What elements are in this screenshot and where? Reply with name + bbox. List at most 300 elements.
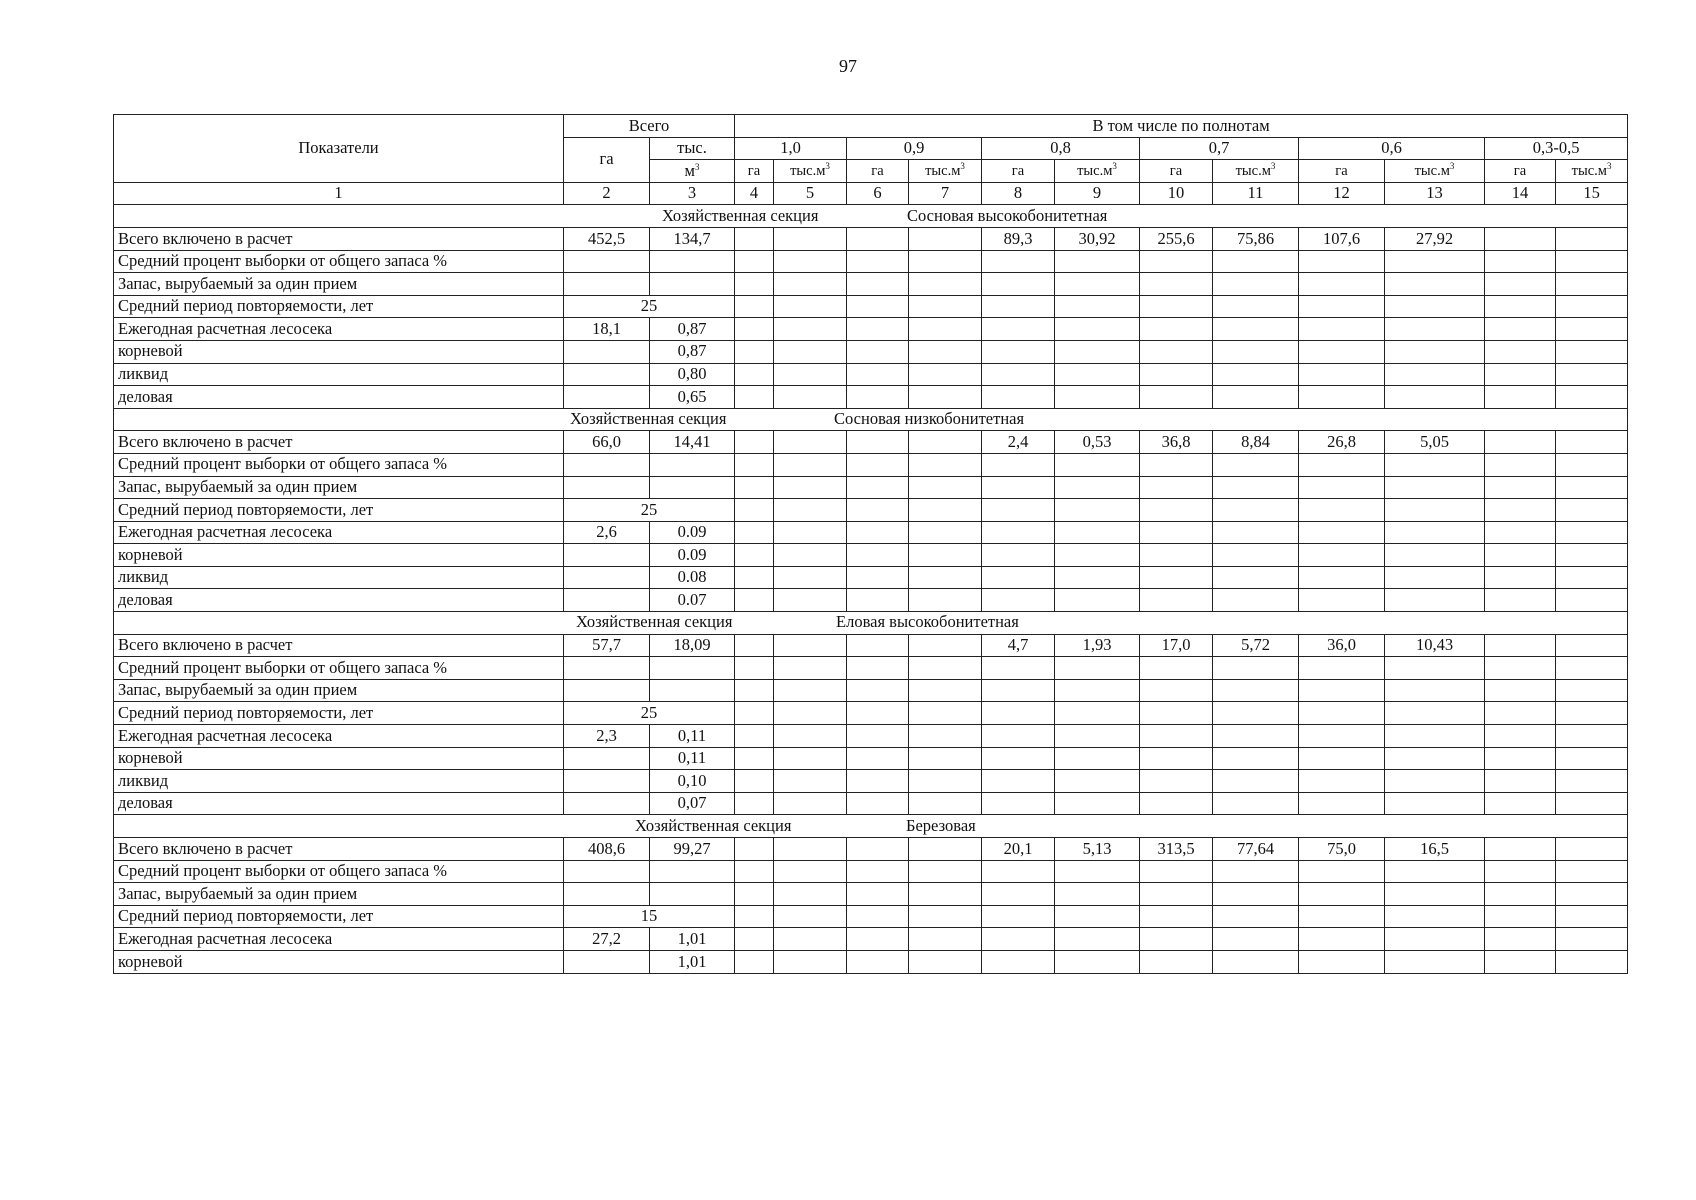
density-cell (1556, 340, 1628, 363)
table-row (114, 792, 1628, 815)
density-cell (1299, 860, 1385, 883)
density-cell (735, 340, 774, 363)
density-cell (1485, 747, 1556, 770)
density-cell (735, 838, 774, 861)
total-volume-cell: 1,01 (650, 950, 735, 973)
density-cell (774, 295, 847, 318)
density-cell (1213, 499, 1299, 522)
row-label: ликвид (114, 770, 564, 793)
density-cell (1385, 928, 1485, 951)
row-label: Ежегодная расчетная лесосека (114, 725, 564, 748)
density-cell: 107,6 (1299, 227, 1385, 250)
table-row (114, 295, 1628, 318)
density-cell (847, 883, 909, 906)
density-cell (1055, 453, 1140, 476)
density-cell (774, 883, 847, 906)
header-unit-ha: га (735, 160, 774, 183)
table-row (114, 250, 1628, 273)
density-cell (982, 702, 1055, 725)
density-cell (1385, 476, 1485, 499)
density-cell (1140, 499, 1213, 522)
density-cell (1213, 544, 1299, 567)
density-cell (1556, 702, 1628, 725)
density-cell (1299, 386, 1385, 409)
density-cell (1485, 499, 1556, 522)
total-ha-cell: 452,5 (564, 227, 650, 250)
density-cell (909, 747, 982, 770)
density-cell (1213, 950, 1299, 973)
density-cell (1385, 770, 1485, 793)
column-number: 12 (1299, 182, 1385, 205)
header-unit-ha: га (982, 160, 1055, 183)
density-cell (847, 679, 909, 702)
row-label: Запас, вырубаемый за один прием (114, 273, 564, 296)
density-cell (774, 657, 847, 680)
density-cell (735, 747, 774, 770)
density-cell: 16,5 (1385, 838, 1485, 861)
density-cell (1299, 476, 1385, 499)
header-unit-thous-m3: $тыс.м^3$ (774, 160, 847, 183)
density-cell (1485, 453, 1556, 476)
section-label: Хозяйственная секция (576, 612, 733, 632)
density-cell (982, 725, 1055, 748)
density-cell (1140, 273, 1213, 296)
table-row (114, 227, 1628, 250)
row-label: Средний процент выборки от общего запаса % (114, 250, 564, 273)
density-cell (1556, 386, 1628, 409)
density-cell (847, 476, 909, 499)
total-ha-cell (564, 340, 650, 363)
allowable-cut-table (113, 114, 1628, 974)
density-cell (1213, 589, 1299, 612)
density-cell (1213, 928, 1299, 951)
header-density-3: 0,8 (982, 137, 1140, 160)
density-cell (1213, 250, 1299, 273)
density-cell (1213, 747, 1299, 770)
density-cell (1055, 679, 1140, 702)
table-row (114, 340, 1628, 363)
row-label: деловая (114, 589, 564, 612)
density-cell: 17,0 (1140, 634, 1213, 657)
total-merged-cell: 25 (564, 499, 735, 522)
row-label: Запас, вырубаемый за один прием (114, 476, 564, 499)
total-volume-cell: 0.08 (650, 566, 735, 589)
density-cell (1299, 273, 1385, 296)
table-row (114, 905, 1628, 928)
density-cell (735, 318, 774, 341)
density-cell (1213, 295, 1299, 318)
density-cell (1385, 950, 1485, 973)
column-number: 2 (564, 182, 650, 205)
density-cell (1055, 476, 1140, 499)
density-cell (1055, 725, 1140, 748)
density-cell (735, 860, 774, 883)
density-cell (735, 521, 774, 544)
density-cell (1556, 363, 1628, 386)
density-cell (909, 770, 982, 793)
density-cell (909, 792, 982, 815)
density-cell (1385, 340, 1485, 363)
density-cell (1299, 544, 1385, 567)
density-cell (1485, 273, 1556, 296)
density-cell (1140, 725, 1213, 748)
density-cell: 26,8 (1299, 431, 1385, 454)
density-cell: 36,0 (1299, 634, 1385, 657)
density-cell (1556, 725, 1628, 748)
section-header (114, 815, 1628, 838)
row-label: деловая (114, 386, 564, 409)
density-cell (774, 838, 847, 861)
density-cell (1385, 702, 1485, 725)
density-cell (735, 453, 774, 476)
density-cell (1213, 453, 1299, 476)
row-label: Средний процент выборки от общего запаса % (114, 860, 564, 883)
table-row (114, 476, 1628, 499)
density-cell (847, 860, 909, 883)
density-cell (909, 340, 982, 363)
density-cell (1385, 679, 1485, 702)
density-cell (735, 950, 774, 973)
row-label: Всего включено в расчет (114, 838, 564, 861)
total-merged-cell: 25 (564, 295, 735, 318)
density-cell (1485, 792, 1556, 815)
header-unit-ha: га (1140, 160, 1213, 183)
section-header-row (114, 205, 1628, 228)
density-cell (1385, 250, 1485, 273)
density-cell (1299, 883, 1385, 906)
density-cell (1140, 250, 1213, 273)
total-volume-cell: 0,65 (650, 386, 735, 409)
density-cell (909, 679, 982, 702)
total-ha-cell (564, 747, 650, 770)
density-cell (1213, 860, 1299, 883)
density-cell (1140, 950, 1213, 973)
header-density-4: 0,7 (1140, 137, 1299, 160)
density-cell (1556, 679, 1628, 702)
density-cell (847, 770, 909, 793)
density-cell (1556, 905, 1628, 928)
density-cell (1055, 860, 1140, 883)
total-ha-cell: 2,3 (564, 725, 650, 748)
density-cell (982, 363, 1055, 386)
density-cell (1055, 702, 1140, 725)
density-cell (847, 702, 909, 725)
column-number: 4 (735, 182, 774, 205)
density-cell (909, 634, 982, 657)
density-cell (982, 386, 1055, 409)
density-cell (735, 725, 774, 748)
column-number: 15 (1556, 182, 1628, 205)
density-cell (1485, 838, 1556, 861)
density-cell (909, 838, 982, 861)
density-cell: 2,4 (982, 431, 1055, 454)
header-by-density: В том числе по полнотам (735, 115, 1628, 138)
density-cell (774, 950, 847, 973)
column-number: 3 (650, 182, 735, 205)
density-cell (982, 476, 1055, 499)
density-cell (1385, 499, 1485, 522)
density-cell (982, 657, 1055, 680)
density-cell (1213, 725, 1299, 748)
column-number: 13 (1385, 182, 1485, 205)
density-cell (1299, 792, 1385, 815)
density-cell (909, 250, 982, 273)
density-cell (1140, 860, 1213, 883)
density-cell (982, 950, 1055, 973)
row-label: Запас, вырубаемый за один прием (114, 679, 564, 702)
density-cell (1385, 453, 1485, 476)
page-number: 97 (839, 56, 857, 76)
density-cell (1485, 860, 1556, 883)
density-cell (1140, 476, 1213, 499)
density-cell (774, 544, 847, 567)
total-volume-cell: 0,11 (650, 725, 735, 748)
density-cell (1385, 566, 1485, 589)
total-volume-cell: 134,7 (650, 227, 735, 250)
section-header-row (114, 408, 1628, 431)
column-number: 1 (114, 182, 564, 205)
row-label: деловая (114, 792, 564, 815)
density-cell: 89,3 (982, 227, 1055, 250)
table-row (114, 883, 1628, 906)
density-cell (1485, 950, 1556, 973)
density-cell (1485, 905, 1556, 928)
density-cell (1299, 499, 1385, 522)
density-cell (1299, 770, 1385, 793)
density-cell (1213, 273, 1299, 296)
density-cell (982, 544, 1055, 567)
section-header-row (114, 612, 1628, 635)
density-cell (1055, 273, 1140, 296)
density-cell (1055, 250, 1140, 273)
total-ha-cell (564, 273, 650, 296)
density-cell (1556, 950, 1628, 973)
density-cell (1213, 657, 1299, 680)
density-cell (1485, 589, 1556, 612)
density-cell (1055, 318, 1140, 341)
table-row (114, 273, 1628, 296)
density-cell (774, 453, 847, 476)
density-cell: 313,5 (1140, 838, 1213, 861)
density-cell (774, 340, 847, 363)
density-cell: 5,13 (1055, 838, 1140, 861)
density-cell (1299, 295, 1385, 318)
density-cell (1140, 363, 1213, 386)
density-cell (847, 363, 909, 386)
density-cell (1140, 295, 1213, 318)
density-cell (735, 273, 774, 296)
density-cell (1299, 566, 1385, 589)
density-cell: 27,92 (1385, 227, 1485, 250)
density-cell (1299, 657, 1385, 680)
table-row (114, 747, 1628, 770)
density-cell: 4,7 (982, 634, 1055, 657)
header-total-thous: тыс. (650, 137, 735, 160)
density-cell (1140, 792, 1213, 815)
density-cell (1140, 521, 1213, 544)
density-cell (1140, 566, 1213, 589)
density-cell (909, 566, 982, 589)
row-label: корневой (114, 544, 564, 567)
total-volume-cell: 1,01 (650, 928, 735, 951)
density-cell (735, 544, 774, 567)
density-cell (1485, 340, 1556, 363)
row-label: Ежегодная расчетная лесосека (114, 318, 564, 341)
density-cell (735, 363, 774, 386)
density-cell (1213, 905, 1299, 928)
density-cell (1213, 792, 1299, 815)
density-cell (909, 860, 982, 883)
density-cell: 5,72 (1213, 634, 1299, 657)
table-row (114, 634, 1628, 657)
density-cell (847, 544, 909, 567)
column-number: 5 (774, 182, 847, 205)
header-density-1: 1,0 (735, 137, 847, 160)
density-cell (909, 318, 982, 341)
table-row (114, 838, 1628, 861)
density-cell (1140, 905, 1213, 928)
density-cell (774, 318, 847, 341)
total-volume-cell: 0.09 (650, 521, 735, 544)
header-unit-thous-m3: $тыс.м^3$ (1213, 160, 1299, 183)
density-cell (735, 476, 774, 499)
density-cell (1140, 883, 1213, 906)
density-cell (1485, 521, 1556, 544)
section-header (114, 205, 1628, 228)
total-ha-cell: 2,6 (564, 521, 650, 544)
density-cell (735, 499, 774, 522)
density-cell (1385, 905, 1485, 928)
total-ha-cell (564, 657, 650, 680)
total-volume-cell: 18,09 (650, 634, 735, 657)
density-cell (1385, 295, 1485, 318)
total-ha-cell (564, 476, 650, 499)
density-cell (1485, 702, 1556, 725)
density-cell (735, 295, 774, 318)
density-cell (1213, 340, 1299, 363)
density-cell (1556, 431, 1628, 454)
total-ha-cell (564, 250, 650, 273)
density-cell (1140, 747, 1213, 770)
density-cell (909, 657, 982, 680)
density-cell (774, 589, 847, 612)
density-cell (1055, 340, 1140, 363)
density-cell (1213, 679, 1299, 702)
header-unit-thous-m3: $тыс.м^3$ (1556, 160, 1628, 183)
total-volume-cell: 14,41 (650, 431, 735, 454)
density-cell (735, 657, 774, 680)
density-cell (1556, 273, 1628, 296)
section-label: Хозяйственная секция (570, 409, 727, 429)
density-cell (1556, 250, 1628, 273)
row-label: Ежегодная расчетная лесосека (114, 928, 564, 951)
density-cell (774, 928, 847, 951)
density-cell (1055, 386, 1140, 409)
density-cell: 77,64 (1213, 838, 1299, 861)
density-cell (847, 566, 909, 589)
total-ha-cell (564, 860, 650, 883)
table-row (114, 544, 1628, 567)
density-cell (735, 883, 774, 906)
header-unit-thous-m3: $тыс.м^3$ (1055, 160, 1140, 183)
density-cell (1055, 544, 1140, 567)
density-cell (847, 905, 909, 928)
density-cell (1385, 318, 1485, 341)
density-cell (909, 386, 982, 409)
density-cell (909, 521, 982, 544)
total-volume-cell (650, 679, 735, 702)
density-cell (735, 928, 774, 951)
total-volume-cell: 0,11 (650, 747, 735, 770)
table-row (114, 725, 1628, 748)
density-cell (847, 657, 909, 680)
density-cell (1556, 227, 1628, 250)
density-cell: 75,0 (1299, 838, 1385, 861)
table-row (114, 521, 1628, 544)
density-cell (1140, 702, 1213, 725)
density-cell (909, 702, 982, 725)
density-cell (982, 566, 1055, 589)
density-cell (909, 227, 982, 250)
density-cell (1385, 521, 1485, 544)
table-row (114, 386, 1628, 409)
density-cell (982, 521, 1055, 544)
total-ha-cell (564, 883, 650, 906)
section-name: Сосновая низкобонитетная (834, 409, 1025, 429)
density-cell (1556, 453, 1628, 476)
column-number: 8 (982, 182, 1055, 205)
density-cell (1140, 928, 1213, 951)
density-cell (1556, 589, 1628, 612)
header-unit-ha: га (1485, 160, 1556, 183)
header-total: Всего (564, 115, 735, 138)
density-cell (982, 905, 1055, 928)
density-cell (1556, 838, 1628, 861)
density-cell (735, 589, 774, 612)
density-cell (1299, 725, 1385, 748)
density-cell (1485, 386, 1556, 409)
density-cell (1055, 657, 1140, 680)
density-cell (774, 679, 847, 702)
section-name: Сосновая высокобонитетная (907, 205, 1108, 225)
density-cell (982, 792, 1055, 815)
section-name: Березовая (906, 815, 976, 835)
density-cell (1556, 566, 1628, 589)
density-cell (735, 634, 774, 657)
section-label: Хозяйственная секция (662, 205, 819, 225)
density-cell (1556, 476, 1628, 499)
density-cell (1485, 476, 1556, 499)
density-cell (1213, 702, 1299, 725)
density-cell (909, 273, 982, 296)
density-cell (774, 725, 847, 748)
density-cell (1485, 725, 1556, 748)
table-row (114, 657, 1628, 680)
row-label: корневой (114, 950, 564, 973)
density-cell (1556, 544, 1628, 567)
total-ha-cell (564, 770, 650, 793)
row-label: корневой (114, 340, 564, 363)
density-cell (982, 770, 1055, 793)
density-cell (1485, 566, 1556, 589)
total-ha-cell: 66,0 (564, 431, 650, 454)
density-cell (1299, 250, 1385, 273)
total-volume-cell: 0,07 (650, 792, 735, 815)
total-volume-cell (650, 883, 735, 906)
density-cell (1055, 295, 1140, 318)
total-ha-cell (564, 544, 650, 567)
total-ha-cell: 27,2 (564, 928, 650, 951)
